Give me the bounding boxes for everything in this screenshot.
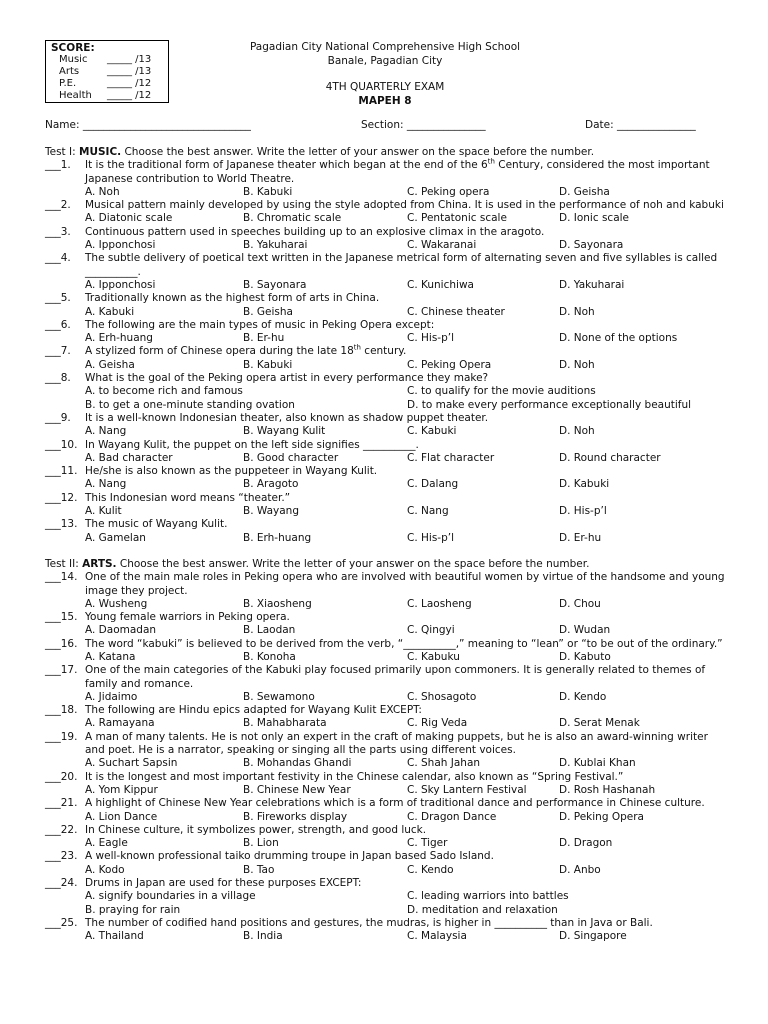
question-13 [45,518,725,545]
question-17 [45,664,725,704]
answer-blank[interactable]: ___16. [45,637,78,650]
answer-blank[interactable]: ___11. [45,465,78,478]
question-7 [45,345,725,372]
option-a: A. Lion Dance [85,810,158,823]
option-b: B. Chromatic scale [243,212,342,225]
option-b: B. Sayonara [243,278,307,291]
option-b: B. Kabuki [243,185,293,198]
question-24 [45,877,725,917]
answer-blank[interactable]: ___9. [45,411,71,424]
question-text: It is the traditional form of Japanese theater which began at the end of the 6th Century, considered the most important Japanese contribution to World Theatre. [85,157,710,185]
question-text: Musical pattern mainly developed by using the style adopted from China. It is used in the performance of noh and kabuki [85,199,724,212]
option-d: D. Kabuto [559,650,611,663]
option-a: A. Thailand [85,930,144,943]
option-b: B. Good character [243,451,339,464]
option-a: A. Nang [85,478,127,491]
option-c: C. Kunichiwa [407,278,474,291]
option-c: C. Nang [407,505,449,518]
option-d: D. None of the options [559,332,678,345]
option-d: D. Rosh Hashanah [559,783,656,796]
answer-blank[interactable]: ___13. [45,518,78,531]
question-2 [45,199,725,226]
option-a: A. Wusheng [85,597,148,610]
date-field[interactable]: Date: _______________ [585,119,696,131]
option-d: D. Serat Menak [559,717,640,730]
question-10 [45,439,725,466]
answer-blank[interactable]: ___24. [45,877,78,890]
option-c: C. Peking Opera [407,358,492,371]
option-b: B. Yakuharai [243,239,308,252]
option-c: C. Peking opera [407,185,490,198]
school-name: Pagadian City National Comprehensive High School [249,41,521,53]
subject-title: MAPEH 8 [358,95,412,107]
question-text: Continuous pattern used in speeches building up to an explosive climax in the aragoto. [85,225,545,238]
option-d: D. His-p’l [559,505,607,518]
score-row-pe: P.E. _____ /12 [59,78,152,89]
question-9 [45,412,725,439]
answer-blank[interactable]: ___14. [45,571,78,584]
option-a: A. Daomadan [85,624,157,637]
section-field[interactable]: Section: _______________ [361,119,486,131]
option-c: C. His-p’l [407,332,454,345]
option-d: D. Ionic scale [559,212,630,225]
option-a: A. Ipponchosi [85,239,156,252]
question-text: He/she is also known as the puppeteer in Wayang Kulit. [85,465,378,478]
test1-heading: Test I: MUSIC. Choose the best answer. Write the letter of your answer on the space before the number. [45,146,595,158]
option-d: D. Kublai Khan [559,757,636,770]
question-1 [45,159,725,199]
question-text: A highlight of Chinese New Year celebrations which is a form of traditional dance and performance in Chinese culture. [85,797,705,810]
option-b: B. Konoha [243,650,296,663]
answer-blank[interactable]: ___4. [45,252,71,265]
option-b: B. Wayang Kulit [243,425,326,438]
option-d: D. Wudan [559,624,611,637]
answer-blank[interactable]: ___1. [45,159,71,172]
question-text: The word “kabuki” is believed to be derived from the verb, “__________,” meaning to “lean” or “to be out of the ordinary.” [85,637,723,650]
option-c: C. Tiger [407,837,448,850]
option-c: C. Wakaranai [407,239,477,252]
option-a: A. Diatonic scale [85,212,173,225]
question-text: Traditionally known as the highest form of arts in China. [85,292,380,305]
option-d: D. Sayonara [559,239,624,252]
option-d: D. Dragon [559,837,613,850]
option-d: D. Geisha [559,185,610,198]
option-b: B. Wayang [243,505,299,518]
option-c: C. His-p’l [407,531,454,544]
question-11 [45,465,725,492]
option-c: C. Malaysia [407,930,467,943]
question-6 [45,319,725,346]
question-21 [45,797,725,824]
option-a: A. Gamelan [85,531,146,544]
option-a: A. Kodo [85,863,125,876]
option-b: B. Sewamono [243,690,315,703]
question-3 [45,226,725,253]
option-a: A. Kulit [85,505,122,518]
question-23 [45,850,725,877]
question-text: What is the goal of the Peking opera artist in every performance they make? [85,372,489,385]
answer-blank[interactable]: ___3. [45,225,71,238]
answer-blank[interactable]: ___20. [45,770,78,783]
answer-blank[interactable]: ___6. [45,318,71,331]
option-c: C. Chinese theater [407,305,505,318]
option-d: D. meditation and relaxation [407,903,558,916]
exam-content [45,146,725,944]
option-a: A. signify boundaries in a village [85,890,256,903]
option-c: C. Kabuku [407,650,460,663]
school-address: Banale, Pagadian City [327,55,443,67]
question-12 [45,492,725,519]
option-c: C. Sky Lantern Festival [407,783,527,796]
option-c: C. to qualify for the movie auditions [407,385,596,398]
answer-blank[interactable]: ___19. [45,730,78,743]
exam-title: 4TH QUARTERLY EXAM [325,81,445,93]
answer-blank[interactable]: ___22. [45,823,78,836]
option-c: C. Kendo [407,863,454,876]
option-b: B. Mahabharata [243,717,327,730]
option-a: A. Ipponchosi [85,278,156,291]
answer-blank[interactable]: ___23. [45,850,78,863]
question-text: This Indonesian word means “theater.” [85,491,291,504]
option-a: A. Katana [85,650,136,663]
question-5 [45,292,725,319]
option-d: D. Singapore [559,930,627,943]
option-b: B. Kabuki [243,358,293,371]
option-d: D. Peking Opera [559,810,644,823]
question-22 [45,824,725,851]
answer-blank[interactable]: ___10. [45,438,78,451]
score-row-arts: Arts _____ /13 [59,66,152,77]
option-b: B. Laodan [243,624,296,637]
option-d: D. Noh [559,358,595,371]
option-a: A. Nang [85,425,127,438]
option-d: D. Round character [559,451,661,464]
option-b: B. India [243,930,283,943]
option-d: D. Noh [559,305,595,318]
question-20 [45,771,725,798]
option-c: C. leading warriors into battles [407,890,569,903]
question-4 [45,252,725,292]
option-b: B. Chinese New Year [243,783,351,796]
question-18 [45,704,725,731]
option-d: D. to make every performance exceptionally beautiful [407,398,692,411]
option-d: D. Noh [559,425,595,438]
option-b: B. Erh-huang [243,531,312,544]
option-d: D. Yakuharai [559,278,625,291]
question-text: The music of Wayang Kulit. [85,518,228,531]
option-a: A. Jidaimo [85,690,138,703]
option-a: A. Geisha [85,358,135,371]
name-field[interactable]: Name: ________________________________ [45,119,251,131]
score-row-music: Music _____ /13 [59,54,152,65]
option-d: D. Kendo [559,690,607,703]
answer-blank[interactable]: ___25. [45,916,78,929]
answer-blank[interactable]: ___7. [45,345,71,358]
question-text: A well-known professional taiko drumming troupe in Japan based Sado Island. [85,850,494,863]
answer-blank[interactable]: ___18. [45,704,78,717]
test2-heading: Test II: ARTS. Choose the best answer. Write the letter of your answer on the space before the number. [45,557,590,570]
question-text: Young female warriors in Peking opera. [85,611,290,624]
option-c: C. Pentatonic scale [407,212,507,225]
question-text: It is the longest and most important festivity in the Chinese calendar, also known as “Spring Festival.” [85,770,624,783]
question-14 [45,571,725,611]
option-d: D. Chou [559,597,601,610]
score-row-health: Health _____ /12 [59,90,152,101]
option-b: B. Fireworks display [243,810,348,823]
option-c: C. Kabuki [407,425,457,438]
question-text: One of the main male roles in Peking opera who are involved with beautiful women by virtue of the handsome and young image they project. [85,571,725,597]
option-b: B. Lion [243,837,279,850]
question-text: The following are Hindu epics adapted for Wayang Kulit EXCEPT: [85,704,422,717]
option-c: C. Shah Jahan [407,757,481,770]
question-text: The following are the main types of music in Peking Opera except: [85,318,435,331]
question-text: It is a well-known Indonesian theater, also known as shadow puppet theater. [85,411,489,424]
option-a: A. to become rich and famous [85,385,243,398]
option-b: B. to get a one-minute standing ovation [85,398,295,411]
option-b: B. Mohandas Ghandi [243,757,352,770]
student-info [45,119,725,133]
question-text: One of the main categories of the Kabuki play focused primarily upon commoners. It is generally related to themes of family and romance. [85,664,706,690]
option-c: C. Dalang [407,478,459,491]
option-c: C. Dragon Dance [407,810,497,823]
option-a: A. Eagle [85,837,128,850]
question-8 [45,372,725,412]
question-text: A man of many talents. He is not only an expert in the craft of making puppets, but he is also an award-winning writer and poet. He is a narrator, speaking or singing all the parts using different voices. [85,730,708,757]
answer-blank[interactable]: ___8. [45,372,71,385]
score-title: SCORE: [51,42,95,54]
question-text: The subtle delivery of poetical text written in the Japanese metrical form of alternating seven and five syllables is called __________. [85,252,718,278]
question-text: In Wayang Kulit, the puppet on the left side signifies __________. [85,438,419,451]
option-c: C. Flat character [407,451,495,464]
option-a: A. Noh [85,185,120,198]
option-a: A. Erh-huang [85,332,153,345]
option-b: B. Aragoto [243,478,299,491]
question-15 [45,611,725,638]
answer-blank[interactable]: ___2. [45,199,71,212]
option-a: A. Kabuki [85,305,135,318]
answer-blank[interactable]: ___5. [45,292,71,305]
option-a: A. Bad character [85,451,173,464]
answer-blank[interactable]: ___15. [45,611,78,624]
question-19 [45,731,725,771]
answer-blank[interactable]: ___21. [45,797,78,810]
answer-blank[interactable]: ___12. [45,491,78,504]
option-c: C. Shosagoto [407,690,477,703]
option-c: C. Qingyi [407,624,455,637]
option-a: A. Suchart Sapsin [85,757,178,770]
question-25 [45,917,725,944]
option-b: B. Xiaosheng [243,597,312,610]
option-b: B. Geisha [243,305,293,318]
answer-blank[interactable]: ___17. [45,664,78,677]
exam-header [180,40,590,108]
score-box [45,40,169,103]
option-d: D. Er-hu [559,531,602,544]
option-c: C. Laosheng [407,597,472,610]
option-b: B. praying for rain [85,903,181,916]
question-16 [45,638,725,665]
option-d: D. Anbo [559,863,601,876]
question-text: The number of codified hand positions and gestures, the mudras, is higher in __________ than in Java or Bali. [85,916,653,929]
option-a: A. Ramayana [85,717,155,730]
question-text: In Chinese culture, it symbolizes power, strength, and good luck. [85,823,427,836]
option-b: B. Tao [243,863,275,876]
option-a: A. Yom Kippur [85,783,158,796]
question-text: A stylized form of Chinese opera during the late 18th century. [85,343,407,358]
question-text: Drums in Japan are used for these purposes EXCEPT: [85,877,362,890]
option-c: C. Rig Veda [407,717,468,730]
option-b: B. Er-hu [243,332,285,345]
option-d: D. Kabuki [559,478,610,491]
